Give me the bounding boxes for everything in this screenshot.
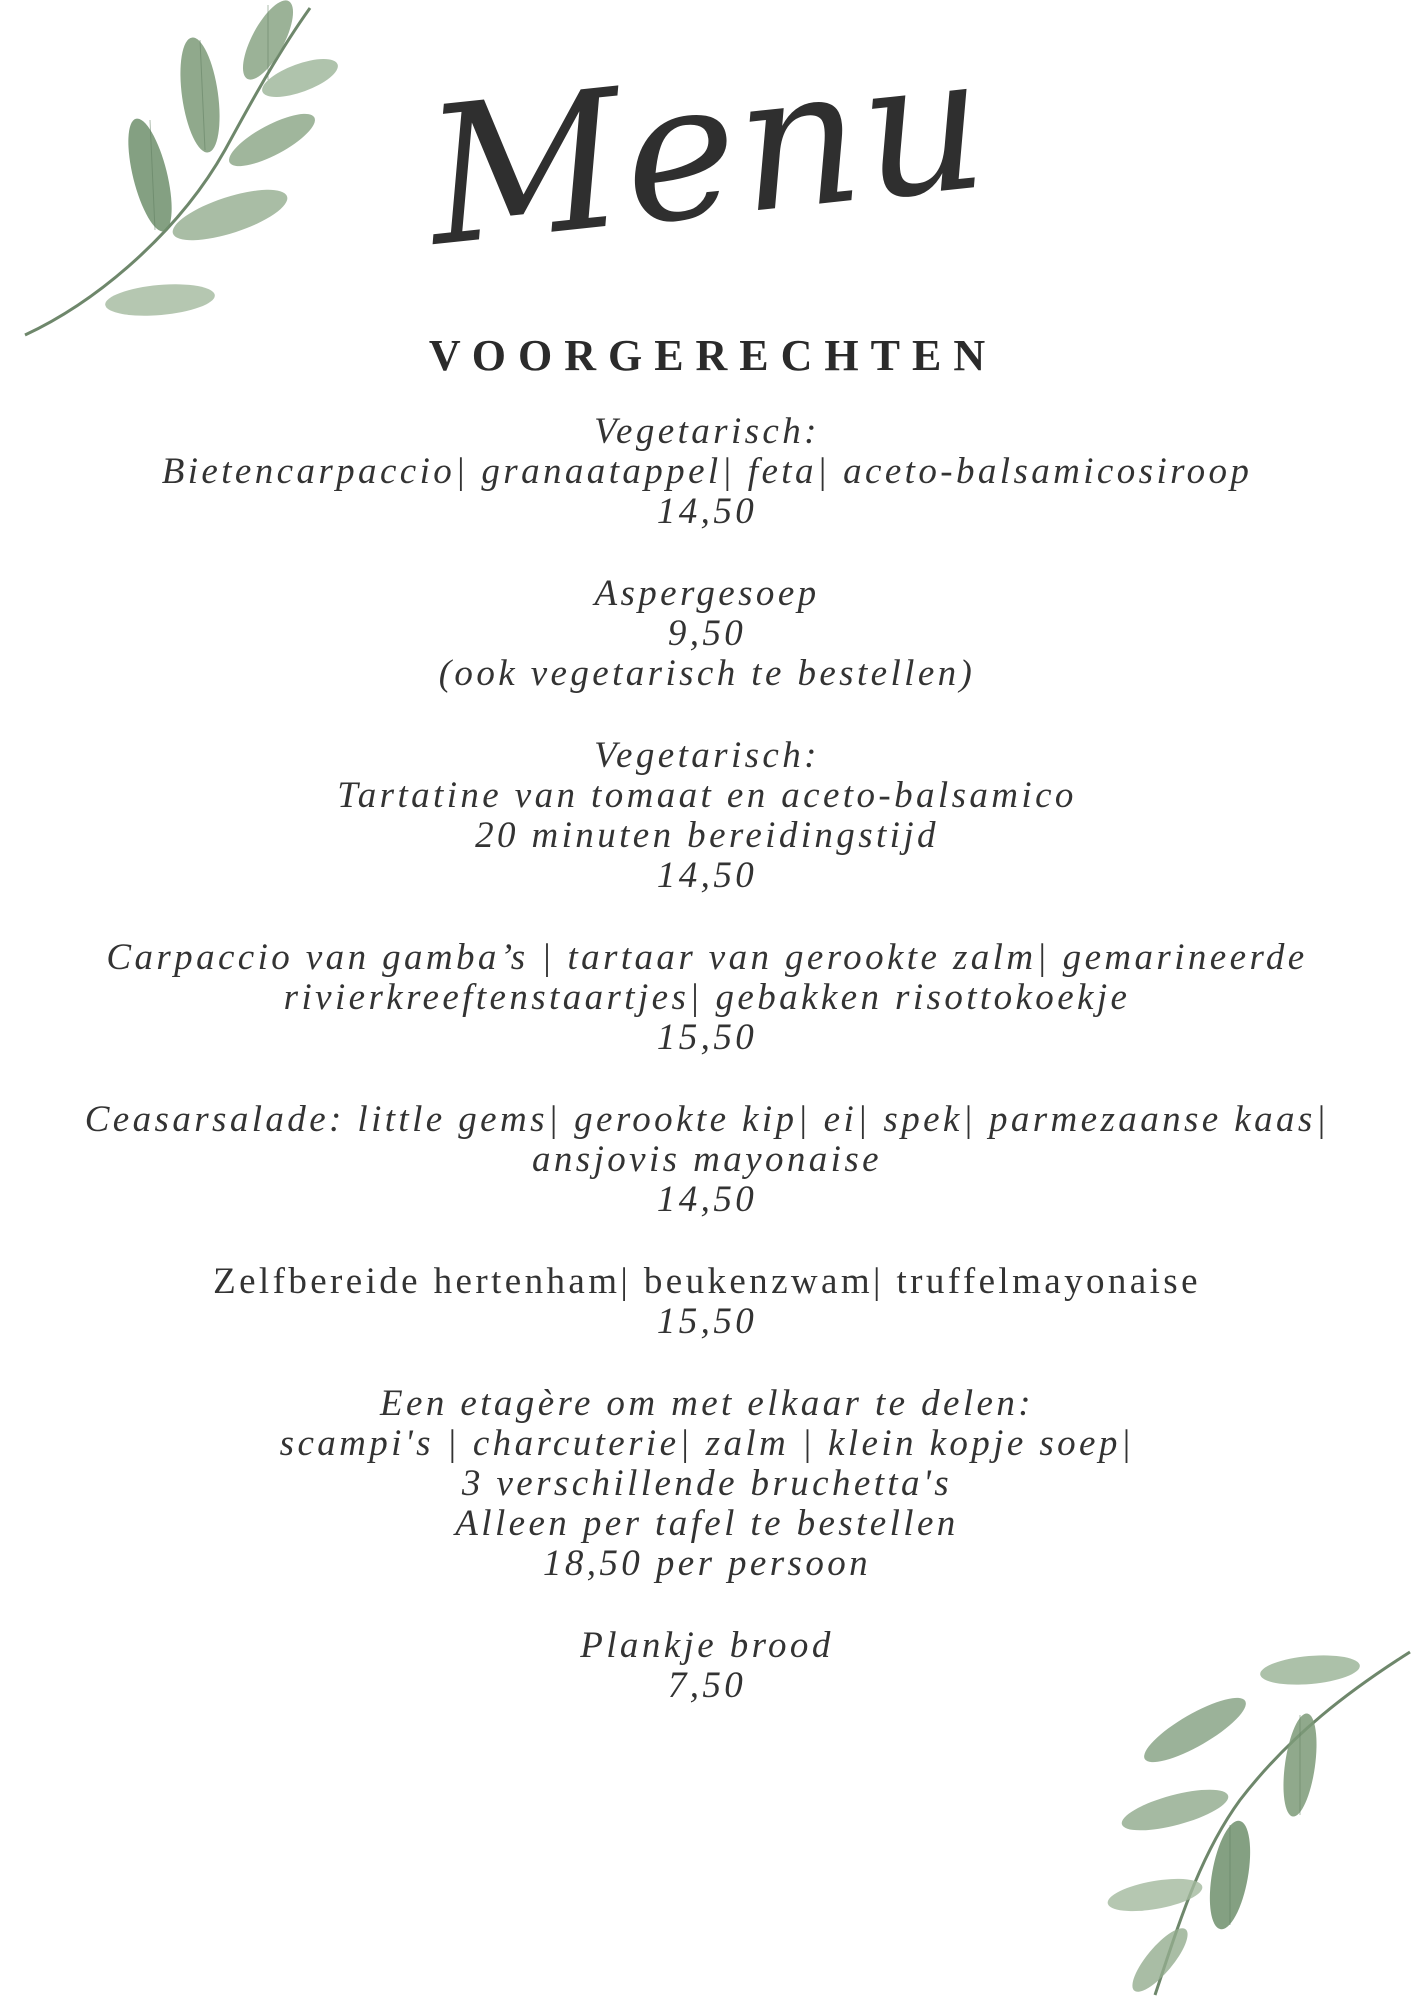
menu-line: Een etagère om met elkaar te delen:: [380, 1383, 1034, 1424]
menu-price: 14,50: [656, 491, 758, 532]
menu-price: 9,50: [667, 613, 747, 654]
menu-item: [60, 736, 1354, 896]
menu-line: Alleen per tafel te bestellen: [455, 1503, 959, 1544]
menu-line: Aspergesoep: [594, 573, 820, 614]
menu-title: Menu: [417, 10, 997, 289]
menu-item: [60, 574, 1354, 694]
menu-price: 15,50: [656, 1017, 758, 1058]
menu-item: [60, 1262, 1354, 1342]
menu-item: [60, 1100, 1354, 1220]
menu-line: Carpaccio van gamba’s | tartaar van gerookte zalm| gemarineerde: [106, 937, 1308, 978]
menu-list: [60, 412, 1354, 1748]
menu-price: 14,50: [656, 1179, 758, 1220]
menu-item: [60, 1384, 1354, 1584]
menu-price: 15,50: [656, 1301, 758, 1342]
menu-line: rivierkreeftenstaartjes| gebakken risottokoekje: [283, 977, 1131, 1018]
leaf-branch-icon: [1100, 1640, 1414, 2000]
menu-line: Bietencarpaccio| granaatappel| feta| aceto-balsamicosiroop: [161, 451, 1253, 492]
menu-line: Ceasarsalade: little gems| gerookte kip| ei| spek| parmezaanse kaas|: [84, 1099, 1330, 1140]
menu-item: [60, 938, 1354, 1058]
menu-line: ansjovis mayonaise: [532, 1139, 882, 1180]
menu-price: 7,50: [667, 1665, 747, 1706]
menu-line: Tartatine van tomaat en aceto-balsamico: [337, 775, 1077, 816]
menu-line: Vegetarisch:: [594, 735, 820, 776]
menu-item: [60, 412, 1354, 532]
menu-line: Plankje brood: [580, 1625, 834, 1666]
menu-price: 14,50: [656, 855, 758, 896]
menu-line: Vegetarisch:: [594, 411, 820, 452]
menu-price: 18,50 per persoon: [542, 1543, 872, 1584]
menu-line: (ook vegetarisch te bestellen): [438, 653, 976, 694]
section-heading: VOORGERECHTEN: [428, 331, 998, 380]
menu-line: 3 verschillende bruchetta's: [461, 1463, 953, 1504]
menu-line: 20 minuten bereidingstijd: [475, 815, 939, 856]
menu-line: Zelfbereide hertenham| beukenzwam| truffelmayonaise: [213, 1261, 1201, 1302]
menu-line: scampi's | charcuterie| zalm | klein kopje soep|: [279, 1423, 1135, 1464]
